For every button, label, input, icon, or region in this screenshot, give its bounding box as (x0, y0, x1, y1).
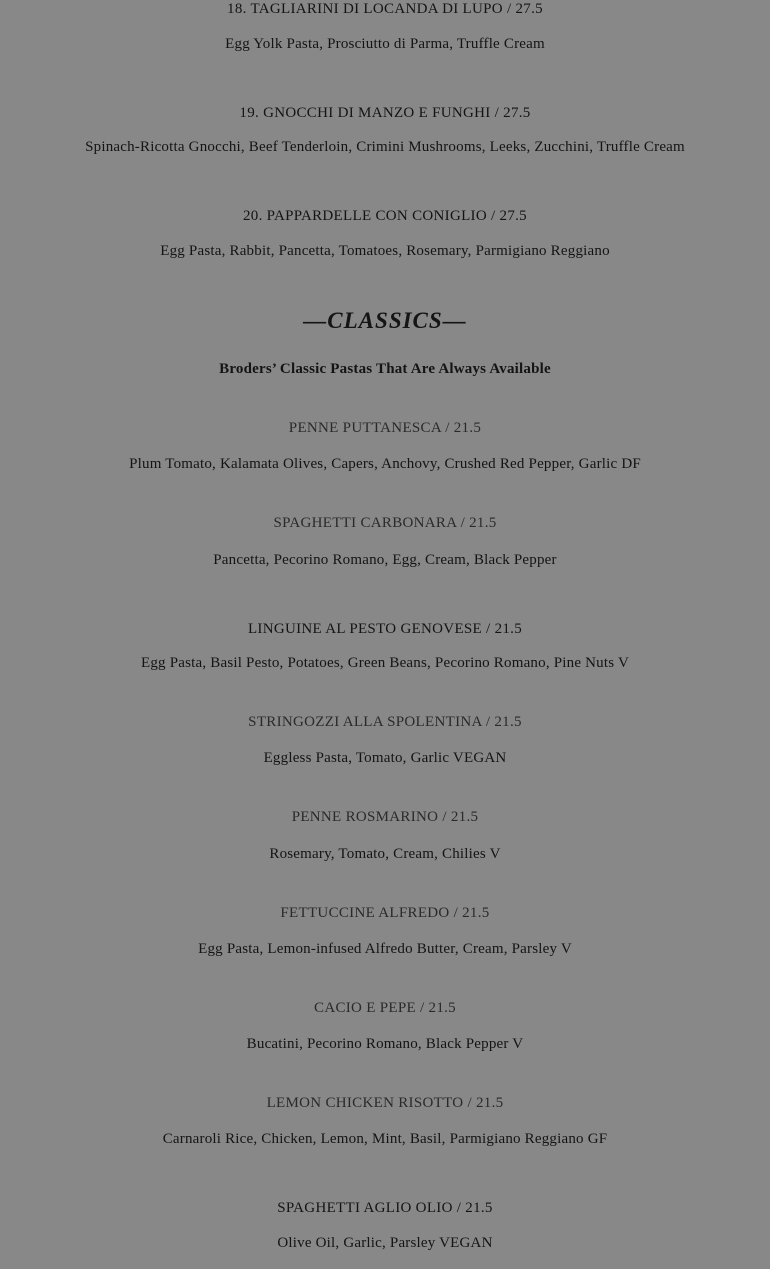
menu-item-description: Spinach-Ricotta Gnocchi, Beef Tenderloin, Crimini Mushrooms, Leeks, Zucchini, Truffle Cream (85, 139, 685, 155)
menu-item-title: PENNE PUTTANESCA / 21.5 (288, 420, 482, 436)
menu-item-title: SPAGHETTI AGLIO OLIO / 21.5 (277, 1200, 493, 1216)
menu-item-title: LINGUINE AL PESTO GENOVESE / 21.5 (247, 621, 523, 637)
menu-item-title: FETTUCCINE ALFREDO / 21.5 (280, 905, 490, 921)
menu-item-title: CACIO E PEPE / 21.5 (314, 1000, 456, 1016)
menu-item-description: Bucatini, Pecorino Romano, Black Pepper V (246, 1036, 524, 1052)
menu-item-title: STRINGOZZI ALLA SPOLENTINA / 21.5 (248, 714, 522, 730)
menu-item-title: 18. TAGLIARINI DI LOCANDA DI LUPO / 27.5 (227, 1, 543, 17)
menu-item-description: Egg Pasta, Lemon-infused Alfredo Butter, Cream, Parsley V (198, 941, 572, 957)
menu-item-description: Egg Pasta, Basil Pesto, Potatoes, Green Beans, Pecorino Romano, Pine Nuts V (140, 655, 629, 671)
menu-item-title: 19. GNOCCHI DI MANZO E FUNGHI / 27.5 (239, 105, 531, 121)
menu-item-description: Egg Pasta, Rabbit, Pancetta, Tomatoes, Rosemary, Parmigiano Reggiano (160, 243, 610, 259)
menu-item-title: LEMON CHICKEN RISOTTO / 21.5 (266, 1095, 504, 1111)
section-heading: —CLASSICS— (303, 308, 467, 333)
menu-item-description: Pancetta, Pecorino Romano, Egg, Cream, Black Pepper (213, 552, 557, 568)
menu-item-description: Carnaroli Rice, Chicken, Lemon, Mint, Basil, Parmigiano Reggiano GF (162, 1131, 608, 1147)
menu-item-title: SPAGHETTI CARBONARA / 21.5 (273, 515, 497, 531)
section-subtitle: Broders’ Classic Pastas That Are Always Available (219, 361, 551, 377)
menu-item-title: PENNE ROSMARINO / 21.5 (291, 809, 479, 825)
menu-item-description: Rosemary, Tomato, Cream, Chilies V (269, 846, 501, 862)
menu-item-description: Olive Oil, Garlic, Parsley VEGAN (277, 1235, 493, 1251)
menu-item-title: 20. PAPPARDELLE CON CONIGLIO / 27.5 (242, 208, 527, 224)
menu-item-description: Eggless Pasta, Tomato, Garlic VEGAN (263, 750, 507, 766)
menu-item-description: Plum Tomato, Kalamata Olives, Capers, Anchovy, Crushed Red Pepper, Garlic DF (129, 456, 641, 472)
menu-item-description: Egg Yolk Pasta, Prosciutto di Parma, Truffle Cream (225, 36, 545, 52)
